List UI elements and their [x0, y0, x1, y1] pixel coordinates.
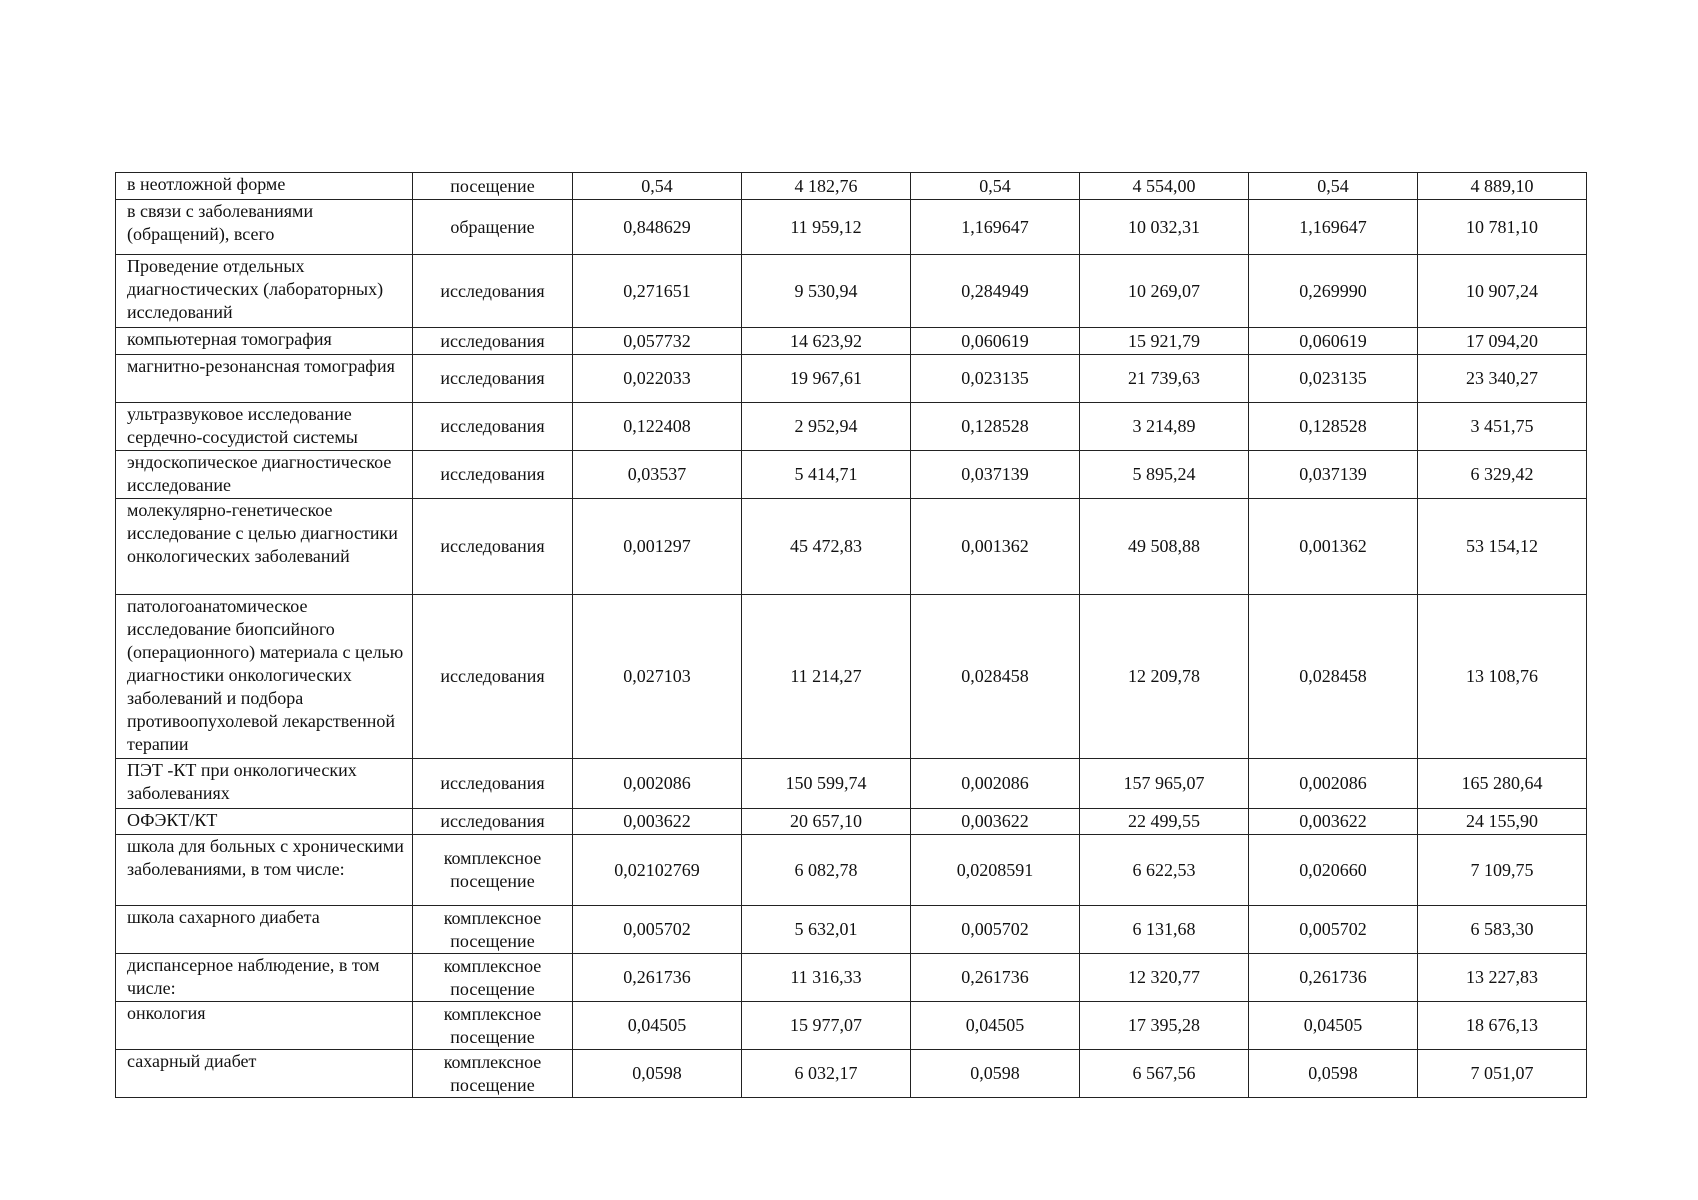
value-cell: 9 530,94: [742, 255, 911, 328]
data-table: [115, 172, 1587, 1098]
value-cell: 0,003622: [911, 809, 1080, 835]
value-cell: 15 977,07: [742, 1002, 911, 1050]
value-cell: 0,0598: [573, 1050, 742, 1098]
value-cell: 4 182,76: [742, 173, 911, 200]
value-cell: 3 451,75: [1418, 403, 1587, 451]
value-cell: 2 952,94: [742, 403, 911, 451]
value-cell: 17 094,20: [1418, 328, 1587, 355]
value-cell: 0,060619: [1249, 328, 1418, 355]
row-name-cell: ОФЭКТ/КТ: [116, 809, 413, 835]
value-cell: 6 082,78: [742, 835, 911, 906]
value-cell: 0,261736: [1249, 954, 1418, 1002]
value-cell: 0,04505: [573, 1002, 742, 1050]
value-cell: 0,001297: [573, 499, 742, 595]
table-row: [116, 809, 1587, 835]
row-unit-cell: исследования: [413, 255, 573, 328]
row-unit-cell: исследования: [413, 451, 573, 499]
row-unit-cell: комплексное посещение: [413, 954, 573, 1002]
value-cell: 165 280,64: [1418, 759, 1587, 809]
value-cell: 17 395,28: [1080, 1002, 1249, 1050]
row-name-cell: Проведение отдельных диагностических (лабораторных) исследований: [116, 255, 413, 328]
value-cell: 14 623,92: [742, 328, 911, 355]
value-cell: 6 567,56: [1080, 1050, 1249, 1098]
value-cell: 53 154,12: [1418, 499, 1587, 595]
value-cell: 45 472,83: [742, 499, 911, 595]
value-cell: 10 269,07: [1080, 255, 1249, 328]
row-unit-cell: комплексное посещение: [413, 1002, 573, 1050]
value-cell: 0,022033: [573, 355, 742, 403]
value-cell: 4 554,00: [1080, 173, 1249, 200]
value-cell: 0,003622: [1249, 809, 1418, 835]
value-cell: 0,005702: [1249, 906, 1418, 954]
table-row: [116, 451, 1587, 499]
value-cell: 10 781,10: [1418, 200, 1587, 255]
value-cell: 20 657,10: [742, 809, 911, 835]
value-cell: 13 227,83: [1418, 954, 1587, 1002]
row-name-cell: онкология: [116, 1002, 413, 1050]
table-row: [116, 759, 1587, 809]
value-cell: 6 329,42: [1418, 451, 1587, 499]
value-cell: 15 921,79: [1080, 328, 1249, 355]
row-name-cell: эндоскопическое диагностическое исследование: [116, 451, 413, 499]
value-cell: 5 895,24: [1080, 451, 1249, 499]
row-name-cell: школа для больных с хроническими заболеваниями, в том числе:: [116, 835, 413, 906]
value-cell: 0,002086: [1249, 759, 1418, 809]
row-unit-cell: исследования: [413, 759, 573, 809]
value-cell: 0,03537: [573, 451, 742, 499]
value-cell: 21 739,63: [1080, 355, 1249, 403]
value-cell: 0,54: [1249, 173, 1418, 200]
value-cell: 0,028458: [1249, 595, 1418, 759]
value-cell: 10 032,31: [1080, 200, 1249, 255]
value-cell: 0,020660: [1249, 835, 1418, 906]
value-cell: 0,037139: [911, 451, 1080, 499]
table-row: [116, 906, 1587, 954]
value-cell: 0,128528: [1249, 403, 1418, 451]
value-cell: 0,261736: [911, 954, 1080, 1002]
row-name-cell: магнитно-резонансная томография: [116, 355, 413, 403]
value-cell: 7 109,75: [1418, 835, 1587, 906]
value-cell: 23 340,27: [1418, 355, 1587, 403]
row-unit-cell: комплексное посещение: [413, 1050, 573, 1098]
value-cell: 4 889,10: [1418, 173, 1587, 200]
table-row: [116, 1002, 1587, 1050]
table-row: [116, 403, 1587, 451]
value-cell: 0,002086: [911, 759, 1080, 809]
value-cell: 12 320,77: [1080, 954, 1249, 1002]
row-unit-cell: исследования: [413, 403, 573, 451]
row-name-cell: молекулярно-генетическое исследование с целью диагностики онкологических заболеваний: [116, 499, 413, 595]
row-name-cell: в связи с заболеваниями (обращений), всего: [116, 200, 413, 255]
value-cell: 0,060619: [911, 328, 1080, 355]
value-cell: 0,54: [573, 173, 742, 200]
row-unit-cell: исследования: [413, 328, 573, 355]
value-cell: 1,169647: [911, 200, 1080, 255]
value-cell: 0,848629: [573, 200, 742, 255]
table-body: [116, 173, 1587, 1098]
value-cell: 0,122408: [573, 403, 742, 451]
value-cell: 0,271651: [573, 255, 742, 328]
value-cell: 6 583,30: [1418, 906, 1587, 954]
value-cell: 0,04505: [911, 1002, 1080, 1050]
value-cell: 0,023135: [911, 355, 1080, 403]
value-cell: 0,005702: [573, 906, 742, 954]
table-row: [116, 173, 1587, 200]
value-cell: 18 676,13: [1418, 1002, 1587, 1050]
table-row: [116, 1050, 1587, 1098]
value-cell: 0,54: [911, 173, 1080, 200]
value-cell: 0,003622: [573, 809, 742, 835]
value-cell: 10 907,24: [1418, 255, 1587, 328]
value-cell: 49 508,88: [1080, 499, 1249, 595]
value-cell: 0,0598: [911, 1050, 1080, 1098]
value-cell: 0,002086: [573, 759, 742, 809]
table-row: [116, 835, 1587, 906]
row-name-cell: ультразвуковое исследование сердечно-сосудистой системы: [116, 403, 413, 451]
value-cell: 7 051,07: [1418, 1050, 1587, 1098]
value-cell: 150 599,74: [742, 759, 911, 809]
value-cell: 11 959,12: [742, 200, 911, 255]
table-row: [116, 328, 1587, 355]
value-cell: 157 965,07: [1080, 759, 1249, 809]
value-cell: 0,284949: [911, 255, 1080, 328]
value-cell: 0,0598: [1249, 1050, 1418, 1098]
row-name-cell: сахарный диабет: [116, 1050, 413, 1098]
value-cell: 6 032,17: [742, 1050, 911, 1098]
row-name-cell: в неотложной форме: [116, 173, 413, 200]
value-cell: 22 499,55: [1080, 809, 1249, 835]
value-cell: 0,037139: [1249, 451, 1418, 499]
value-cell: 24 155,90: [1418, 809, 1587, 835]
table-row: [116, 200, 1587, 255]
value-cell: 5 632,01: [742, 906, 911, 954]
value-cell: 19 967,61: [742, 355, 911, 403]
value-cell: 0,023135: [1249, 355, 1418, 403]
value-cell: 0,128528: [911, 403, 1080, 451]
value-cell: 0,261736: [573, 954, 742, 1002]
value-cell: 12 209,78: [1080, 595, 1249, 759]
row-unit-cell: исследования: [413, 809, 573, 835]
value-cell: 0,027103: [573, 595, 742, 759]
value-cell: 0,028458: [911, 595, 1080, 759]
row-unit-cell: исследования: [413, 355, 573, 403]
value-cell: 6 131,68: [1080, 906, 1249, 954]
row-unit-cell: обращение: [413, 200, 573, 255]
value-cell: 11 316,33: [742, 954, 911, 1002]
value-cell: 0,0208591: [911, 835, 1080, 906]
table-row: [116, 255, 1587, 328]
row-unit-cell: комплексное посещение: [413, 835, 573, 906]
row-name-cell: ПЭТ -КТ при онкологических заболеваниях: [116, 759, 413, 809]
row-unit-cell: комплексное посещение: [413, 906, 573, 954]
table-row: [116, 355, 1587, 403]
value-cell: 0,001362: [1249, 499, 1418, 595]
value-cell: 0,269990: [1249, 255, 1418, 328]
row-name-cell: патологоанатомическое исследование биопсийного (операционного) материала с целью диагностики онкологических заболеваний и подбора противоопухолевой лекарственной терапии: [116, 595, 413, 759]
row-unit-cell: посещение: [413, 173, 573, 200]
row-unit-cell: исследования: [413, 595, 573, 759]
row-unit-cell: исследования: [413, 499, 573, 595]
value-cell: 6 622,53: [1080, 835, 1249, 906]
table-row: [116, 595, 1587, 759]
value-cell: 0,057732: [573, 328, 742, 355]
value-cell: 0,001362: [911, 499, 1080, 595]
value-cell: 13 108,76: [1418, 595, 1587, 759]
value-cell: 3 214,89: [1080, 403, 1249, 451]
value-cell: 0,005702: [911, 906, 1080, 954]
row-name-cell: диспансерное наблюдение, в том числе:: [116, 954, 413, 1002]
table-row: [116, 499, 1587, 595]
row-name-cell: компьютерная томография: [116, 328, 413, 355]
value-cell: 0,04505: [1249, 1002, 1418, 1050]
value-cell: 11 214,27: [742, 595, 911, 759]
value-cell: 0,02102769: [573, 835, 742, 906]
row-name-cell: школа сахарного диабета: [116, 906, 413, 954]
value-cell: 5 414,71: [742, 451, 911, 499]
table-row: [116, 954, 1587, 1002]
value-cell: 1,169647: [1249, 200, 1418, 255]
